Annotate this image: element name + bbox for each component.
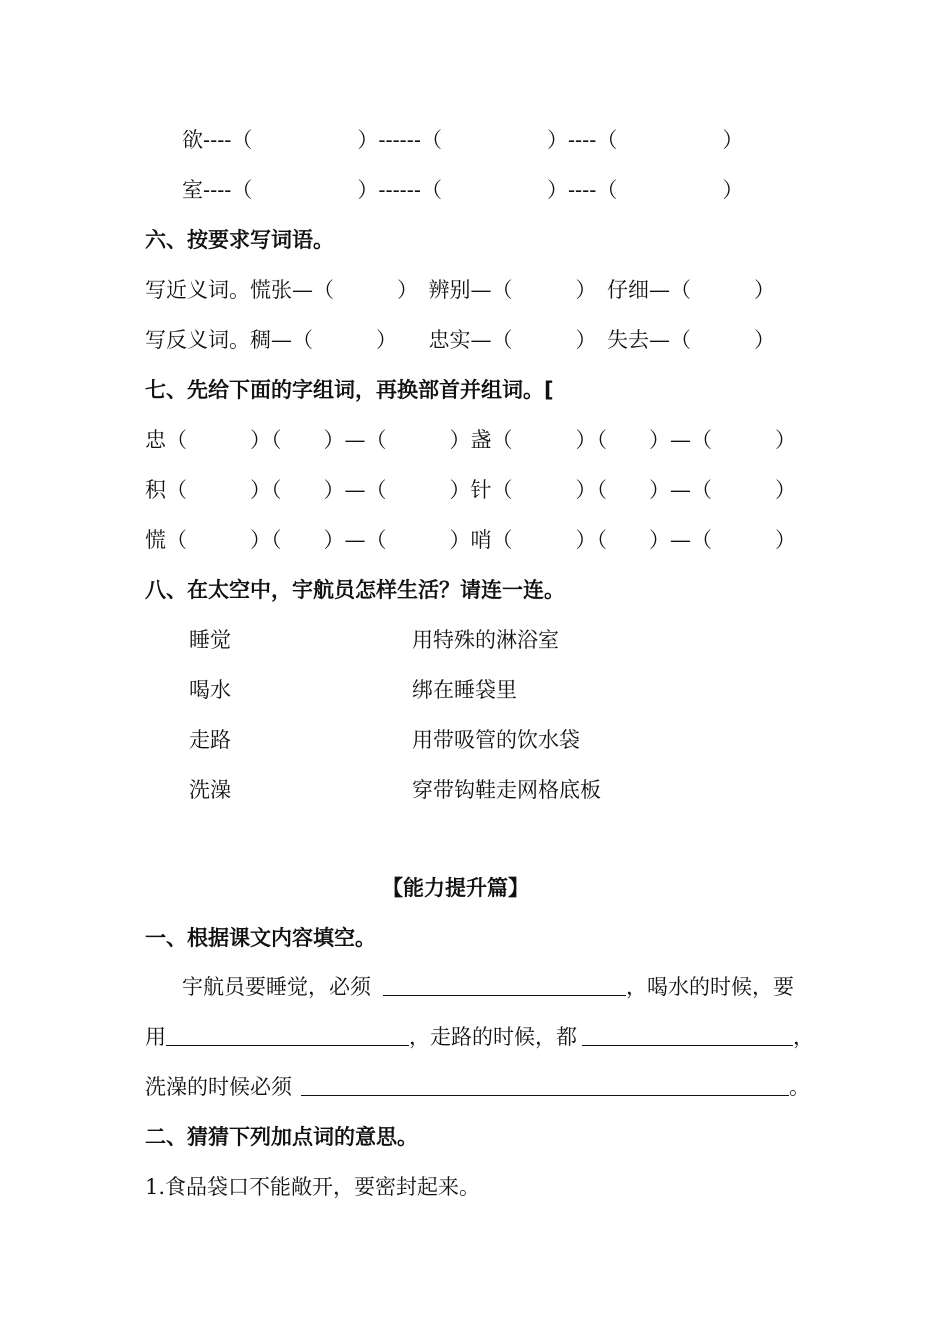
fill-blank-sleep[interactable] [383, 995, 626, 996]
fill-blank-bathe[interactable] [301, 1095, 789, 1096]
match-right-item: 用带吸管的饮水袋 [412, 728, 580, 752]
word-group-row-shi: 室----（ ）------（ ）----（ ） [182, 178, 744, 202]
match-left-item: 洗澡 [189, 778, 231, 802]
fill-text: ，喝水的时候，要 [626, 975, 794, 999]
word-group-row-yu: 欲----（ ）------（ ）----（ ） [182, 128, 744, 152]
fill-text: 洗澡的时候必须 [145, 1075, 292, 1099]
match-left-item: 走路 [189, 728, 231, 752]
antonyms-row: 写反义词。稠—（ ） 忠实—（ ） 失去—（ ） [145, 328, 775, 352]
ability-section-title: 【能力提升篇】 [382, 876, 529, 900]
match-left-item: 喝水 [189, 678, 231, 702]
fill-text: ， [793, 1025, 814, 1049]
fill-blank-drink[interactable] [166, 1045, 409, 1046]
section-6-heading: 六、按要求写词语。 [145, 228, 334, 252]
fill-blank-walk[interactable] [582, 1045, 793, 1046]
fill-text: 宇航员要睡觉，必须 [182, 975, 371, 999]
radical-row: 忠（ ）（ ）—（ ）盏（ ）（ ）—（ ） [145, 428, 796, 452]
match-left-item: 睡觉 [189, 628, 231, 652]
section-7-heading: 七、先给下面的字组词，再换部首并组词。[ [145, 378, 554, 402]
fill-text: ，走路的时候，都 [409, 1025, 577, 1049]
ability-q1-heading: 一、根据课文内容填空。 [145, 926, 376, 950]
fill-text: 用 [145, 1025, 166, 1049]
match-right-item: 用特殊的淋浴室 [412, 628, 559, 652]
ability-q2-heading: 二、猜猜下列加点词的意思。 [145, 1125, 418, 1149]
match-right-item: 绑在睡袋里 [412, 678, 517, 702]
fill-text: 。 [789, 1075, 810, 1099]
q2-item-1: 1.食品袋口不能敞开，要密封起来。 [145, 1175, 481, 1199]
radical-row: 积（ ）（ ）—（ ）针（ ）（ ）—（ ） [145, 478, 796, 502]
radical-row: 慌（ ）（ ）—（ ）哨（ ）（ ）—（ ） [145, 528, 796, 552]
synonyms-row: 写近义词。慌张—（ ） 辨别—（ ） 仔细—（ ） [145, 278, 775, 302]
match-right-item: 穿带钩鞋走网格底板 [412, 778, 601, 802]
section-8-heading: 八、在太空中，宇航员怎样生活？请连一连。 [145, 578, 565, 602]
